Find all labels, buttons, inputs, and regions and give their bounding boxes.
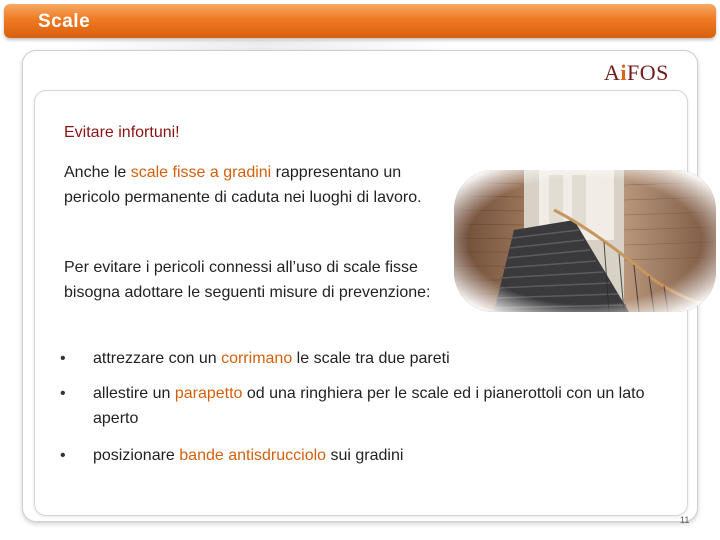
measures-paragraph: Per evitare i pericoli connessi all’uso di scale fisse bisogna adottare le seguenti misure di prevenzione: bbox=[64, 259, 431, 301]
bullet-icon: • bbox=[60, 350, 66, 367]
list-item: • attrezzare con un corrimano le scale tra due pareti bbox=[60, 346, 680, 371]
highlight-bande-antisdrucciolo: bande antisdrucciolo bbox=[179, 447, 327, 464]
bullet-icon: • bbox=[60, 385, 66, 402]
slide-title: Scale bbox=[38, 11, 91, 32]
page-number: 11 bbox=[680, 515, 690, 525]
measures-list bbox=[60, 346, 680, 478]
content-heading: Evitare infortuni! bbox=[64, 124, 180, 141]
highlight-parapetto: parapetto bbox=[174, 385, 243, 402]
header-decoration bbox=[70, 40, 450, 50]
bullet-icon: • bbox=[60, 447, 66, 464]
intro-paragraph: Anche le scale fisse a gradini rappresentano un pericolo permanente di caduta nei luoghi di lavoro. bbox=[64, 164, 422, 206]
staircase-photo bbox=[454, 170, 716, 312]
highlight-corrimano: corrimano bbox=[221, 350, 293, 367]
list-item: • allestire un parapetto od una ringhiera per le scale ed i pianerottoli con un lato aperto bbox=[60, 381, 680, 431]
list-item: • posizionare bande antisdrucciolo sui gradini bbox=[60, 443, 680, 468]
title-bar bbox=[4, 4, 716, 38]
highlight-scale-fisse: scale fisse a gradini bbox=[130, 164, 272, 181]
aifos-logo: AiFOS bbox=[604, 60, 669, 85]
